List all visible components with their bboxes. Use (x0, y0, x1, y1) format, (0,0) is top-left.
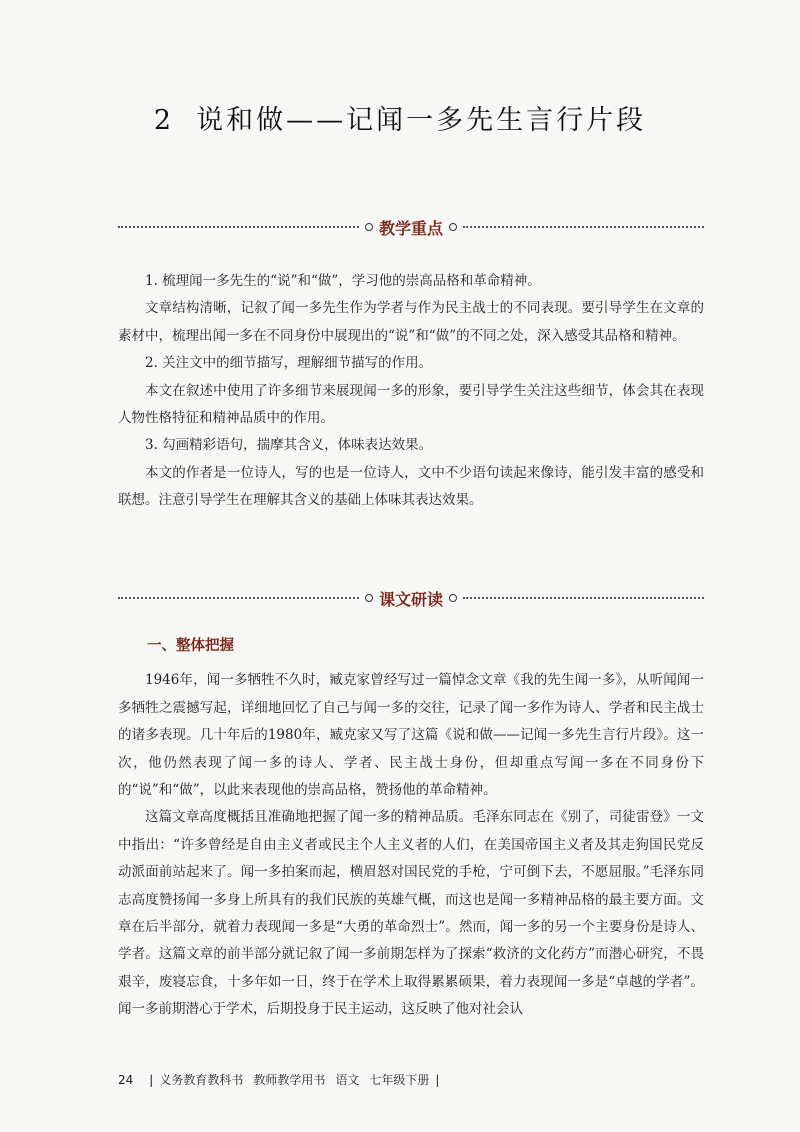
lesson-title: 说和做——记闻一多先生言行片段 (196, 105, 647, 136)
footer-subject: 语文 (335, 1073, 360, 1087)
dotted-rule (118, 226, 359, 228)
paragraph: 本文的作者是一位诗人，写的也是一位诗人，文中不少语句读起来像诗，能引发丰富的感受和联想。注意引导学生在理解其含义的基础上体味其表达效果。 (118, 464, 704, 509)
study-body (118, 633, 704, 1024)
footer-book: 义务教育教科书 (159, 1073, 244, 1087)
dotted-rule (463, 597, 704, 599)
lesson-number: 2 (153, 105, 175, 136)
circle-ornament-icon (449, 223, 457, 231)
subsection-heading: 一、整体把握 (147, 638, 234, 654)
paragraph: 1. 梳理闻一多先生的“说”和“做”，学习他的崇高品格和革命精神。 (145, 273, 541, 289)
paragraph: 文章结构清晰，记叙了闻一多先生作为学者与作为民主战士的不同表现。要引导学生在文章的素材中，梳理出闻一多在不同身份中展现出的“说”和“做”的不同之处，深入感受其品格和精神。 (118, 300, 704, 344)
circle-ornament-icon (449, 594, 457, 602)
circle-ornament-icon (365, 223, 373, 231)
circle-ornament-icon (365, 594, 373, 602)
dotted-rule (463, 226, 704, 228)
section-header-study (118, 586, 704, 610)
page-footer (118, 1071, 445, 1088)
footer-book-type: 教师教学用书 (253, 1073, 326, 1087)
page-title (0, 98, 800, 137)
paragraph: 这篇文章高度概括且准确地把握了闻一多的精神品质。毛泽东同志在《别了，司徒雷登》一文中指出：“许多曾经是自由主义者或民主个人主义者的人们，在美国帝国主义者及其走狗国民党反动派面前站起来了。闻一多拍案而起，横眉怒对国民党的手枪，宁可倒下去，不愿屈服。”毛泽东同志高度赞扬闻一多身上所具有的我们民族的英雄气概，而这也是闻一多精神品格的最主要方面。文章在后半部分，就着力表现闻一多是“大勇的革命烈士”。然而，闻一多的另一个主要身份是诗人、学者。这篇文章的前半部分就记叙了闻一多前期怎样为了探索“救济的文化药方”而潜心研究，不畏艰辛，废寝忘食，十多年如一日，终于在学术上取得累累硕果，着力表现闻一多是“卓越的学者”。闻一多前期潜心于学术，后期投身于民主运动，这反映了他对社会认 (118, 809, 704, 1018)
paragraph: 2. 关注文中的细节描写，理解细节描写的作用。 (145, 355, 433, 372)
page-number: 24 (118, 1073, 134, 1087)
section-header-focus (118, 215, 704, 239)
focus-body (118, 268, 704, 515)
dotted-rule (118, 597, 359, 599)
paragraph: 1946年，闻一多牺牲不久时，臧克家曾经写过一篇悼念文章《我的先生闻一多》，从听闻闻一多牺牲之震撼写起，详细地回忆了自己与闻一多的交往，记录了闻一多作为诗人、学者和民主战士的诸多表现。几十年后的1980年，臧克家又写了这篇《说和做——记闻一多先生言行片段》。这一次，他仍然表现了闻一多的诗人、学者、民主战士身份，但却重点写闻一多在不同身份下的“说”和“做”，以此来表现他的崇高品格，赞扬他的革命精神。 (118, 672, 704, 799)
section-heading: 教学重点 (379, 218, 444, 238)
footer-separator: | (435, 1073, 440, 1087)
footer-separator: | (149, 1073, 154, 1087)
section-heading: 课文研读 (379, 589, 444, 609)
paragraph: 本文在叙述中使用了许多细节来展现闻一多的形象，要引导学生关注这些细节，体会其在表现人物性格特征和精神品质中的作用。 (118, 382, 704, 427)
paragraph: 3. 勾画精彩语句，揣摩其含义，体味表达效果。 (145, 437, 433, 454)
footer-grade: 七年级下册 (369, 1073, 430, 1087)
